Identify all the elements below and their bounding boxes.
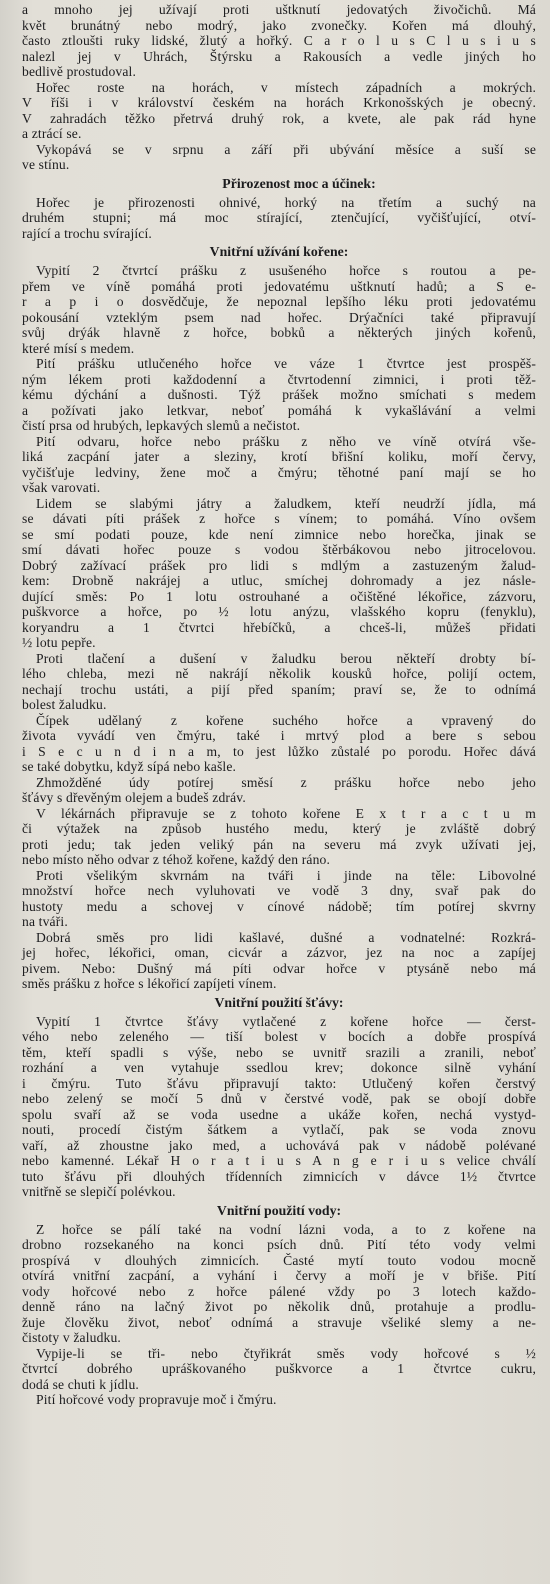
paragraph [22, 1014, 536, 1200]
text-line: množství hořce nech vyluhovati ve vodě 3 dny, svař pak do [22, 883, 536, 898]
text-line: V říši i v království českém na horách Krkonošských je obecný. [22, 95, 536, 110]
text-line: však varovati. [22, 480, 101, 495]
paragraph [22, 651, 536, 713]
text-line: a požívati jako letkvar, neboť pomáhá k vykašlávání a velmi [22, 402, 536, 418]
text-line: těm, kteří spadli s výše, nebo se uvnitř srazili a zranili, neboť [22, 1044, 536, 1060]
text-line: na tváři. [22, 914, 68, 929]
text-line: nebo kamenné. Lékař H o r a t i u s A n g e r i u s velice chválí [22, 1153, 536, 1168]
text-line: prospívá v dlouhých zimnicích. Časté mytí touto vodou mocně [22, 1252, 536, 1268]
text-line: spolu svaří až se voda usedne a ukáže kořen, nechá vystyd- [22, 1106, 536, 1122]
section-heading: Přirozenost moc a účinek: [222, 175, 376, 191]
text-line: přem ve víně pomáhá proti jedovatému uštknutí hadů; a S e- [22, 278, 536, 294]
paragraph [22, 806, 536, 868]
text-line: V lékárnách připravuje se z tohoto kořene E x t r a c t u m [36, 805, 536, 821]
text-line: tuto šťávu při dlouhých třídenních zimnicích v dávce 1½ čtvrtce [22, 1168, 536, 1184]
paragraph [22, 1392, 536, 1408]
text-line: pivem. Nebo: Dušný má píti odvar hořce v ptysáně nebo má [22, 960, 536, 976]
text-line: i S e c u n d i n a m, to jest lůžko zůstalé po porodu. Hořec dává [22, 743, 536, 759]
text-line: Hořec roste na horách, v místech západních a mokrých. [36, 79, 536, 95]
text-line: nechají trochu ustáti, a pijí před spaním; praví se, že to odnímá [22, 681, 536, 697]
text-line: puškvorce a hořce, po ½ lotu anýzu, vlašského kopru (fenyklu), [22, 604, 536, 619]
paragraph [22, 713, 536, 775]
section-heading: Vnitřní použití vody: [216, 1202, 342, 1218]
text-line: či výtažek na způsob hustého medu, který je zvláště dobrý [22, 821, 536, 836]
text-line: a ztrácí se. [22, 126, 82, 141]
text-line: Pití hořcové vody propravuje moč i čmýru. [36, 1392, 277, 1407]
text-line: Proti tlačení a dušení v žaludku berou někteří drobty bí- [36, 650, 536, 666]
paragraph [22, 195, 536, 242]
text-line: květ brunátný nebo modrý, jako zvonečky. Kořen má dlouhý, [22, 17, 536, 33]
text-line: které mísí s medem. [22, 340, 135, 356]
text-line: kem: Drobně nakrájej a utluc, smíchej dohromady a jez násle- [22, 573, 536, 588]
text-line: r a p i o dosvědčuje, že nepoznal lepšího léku proti jedovatému [22, 294, 536, 309]
paragraph [22, 263, 536, 356]
text-line: proti jedu; tak jeden veliký pán na severu má zvyk užívati jej, [22, 836, 536, 852]
text-line: smí dávati hořec pouze s vodou štěrbákovou nebo jitrocelovou. [22, 542, 536, 557]
text-line: žuje člověku život, neboť odnímá a stravuje všeliké slemy a ne- [22, 1314, 536, 1330]
text-line: nouti, procedí čistým šátkem a vytlačí, pak se voda znovu [22, 1122, 536, 1137]
text-line: hustoty medu a schovej v cínové nádobě; tím potírej skvrny [22, 898, 536, 914]
text-line: nebo místo něho odvar z téhož kořene, každý den ráno. [22, 852, 331, 867]
text-line: Čípek udělaný z kořene suchého hořce a vpravený do [36, 712, 536, 728]
text-line: nebo zelený se močí 5 dnů v čerstvé vodě, pak se obojí dobře [22, 1091, 536, 1106]
text-line: vého nebo zeleného — tiší bolest v bocích a dobře prospívá [22, 1029, 536, 1044]
text-line: nalezl jej v Uhrách, Štýrsku a Rakousích a vedle jiných ho [22, 48, 536, 64]
text-line: života vyvádí ven čmýru, také i mrtvý plod a bere s sebou [22, 728, 536, 743]
paragraph [22, 1346, 536, 1393]
text-line: dující směs: Po 1 lotu ostrouhané a očištěné lékořice, zázvoru, [22, 588, 536, 604]
text-line: denně ráno na lačný život po několik dnů, protahuje a prodlu- [22, 1299, 536, 1314]
text-line: rozhání a ven vytahuje ssedlou krev; dokonce silně vyhání [22, 1060, 536, 1075]
text-line: vnitřně se slepičí polévkou. [22, 1184, 176, 1199]
text-line: často ztloušti ruky lidské, žlutý a hořký. C a r o l u s C l u s i u s [22, 33, 536, 48]
text-line: Z hořce se pálí také na vodní lázni voda, a to z kořene na [36, 1221, 536, 1237]
text-line: bolest žaludku. [22, 697, 107, 712]
paragraph [22, 356, 536, 434]
paragraph [22, 80, 536, 142]
paragraph [22, 775, 536, 806]
text-line: čtvrtcí dobrého upráškovaného puškvorce a 1 čtvrtce cukru, [22, 1361, 536, 1376]
paragraph [22, 2, 536, 80]
section-heading: Vnitřní užívání kořene: [209, 244, 349, 259]
text-line: a mnoho jej užívají proti uštknutí jedovatých živočichů. Má [22, 2, 536, 17]
text-line: liká zacpání jater a sleziny, krotí břišní koliku, moří červy, [22, 449, 536, 464]
text-line: jej hořec, lékořici, oman, cicvár a zázvor, jez na noc a zapíjej [22, 945, 536, 960]
text-line: Vypití 1 čtvrtce šťávy vytlačené z kořene hořce — čerst- [36, 1013, 536, 1029]
paragraph [22, 1222, 536, 1346]
text-line: Pití odvaru, hořce nebo prášku z něho ve víně otvírá vše- [36, 433, 536, 449]
text-line: kému dýchání a dušnosti. Týž prášek možno smíchati s medem [22, 387, 536, 402]
text-line: vyčišťuje ledviny, žene moč a čmýru; těhotné paní mají se ho [22, 464, 536, 480]
text-line: Proti všelikým skvrnám na tváři i jinde na těle: Libovolné [36, 867, 536, 883]
text-line: vody hořcové nebo z hořce pálené vždy po 3 lotech každo- [22, 1283, 536, 1299]
text-line: směs prášku z hořce s lékořicí zapíjeti vínem. [22, 976, 277, 991]
text-line: ve stínu. [22, 157, 70, 172]
text-line: čistoty v žaludku. [22, 1330, 121, 1345]
text-line: bedlivě prostudoval. [22, 64, 136, 79]
text-line: Lidem se slabými játry a žaludkem, kteří neudrží jídla, má [36, 495, 536, 511]
text-line: drobno rozsekaného na konci psích dnů. Pití této vody velmi [22, 1237, 536, 1252]
text-line: pokousání vzteklým psem nad hořec. Drýačníci také připravují [22, 309, 536, 325]
paragraph [22, 142, 536, 173]
text-line: vaří, až zhoustne jako med, a uchovává pak v nádobě polévané [22, 1137, 536, 1153]
text-line: V zahradách těžko přetrvá druhý rok, a kvete, ale pak rád hyne [22, 110, 536, 126]
section-heading: Vnitřní použití šťávy: [214, 994, 344, 1010]
text-line: svůj drýák hlavně z hořce, bobků a některých jiných kořenů, [22, 325, 536, 340]
text-line: Hořec je přirozenosti ohnivé, horký na třetím a suchý na [36, 194, 536, 210]
text-line: šťávy s dřevěným olejem a budeš zdráv. [22, 790, 246, 805]
text-line: koryandru a 1 čtvrtci hřebíčků, a chceš-li, můžeš přidati [22, 619, 536, 635]
text-line: Dobrý zažívací prášek pro lidi s mdlým a zastuzeným žalud- [22, 557, 536, 573]
text-line: ½ lotu pepře. [22, 635, 96, 650]
text-line: Pití prášku utlučeného hořce ve váze 1 čtvrtce jest prospěš- [36, 356, 536, 371]
text-line: se dávati píti prášek z hořce s vínem; to pomáhá. Víno ovšem [22, 511, 536, 526]
text-line: rající a trochu svírající. [22, 225, 152, 241]
text-line: Dobrá směs pro lidi kašlavé, dušné a vodnatelné: Rozkrá- [36, 929, 536, 945]
text-line: čistí prsa od hrubých, lepkavých slemů a nečistot. [22, 418, 301, 433]
paragraph [22, 868, 536, 930]
text-line: se také dobytku, když sípá nebo kašle. [22, 759, 237, 774]
text-line: Vypije-li se tři- nebo čtyřikrát směs vody hořcové s ½ [36, 1345, 536, 1361]
text-line: dodá se chuti k jídlu. [22, 1376, 139, 1392]
text-line: Vypití 2 čtvrtcí prášku z usušeného hořce s routou a pe- [36, 263, 536, 278]
paragraph [22, 496, 536, 651]
text-line: Vykopává se v srpnu a září při ubývání měsíce a suší se [36, 141, 536, 157]
text-line: druhém stupni; má moc stírající, ztenčující, vyčišťující, otví- [22, 210, 536, 225]
text-line: ným lékem proti každodenní a čtvrtodenní zimnici, i proti těž- [22, 371, 536, 387]
paragraph [22, 434, 536, 496]
text-line: se smí podati pouze, kde není zimnice nebo horečka, jinak se [22, 526, 536, 542]
text-line: i čmýru. Tuto šťávu připravují takto: Utlučený kořen čerstvý [22, 1075, 536, 1091]
text-line: lého chleba, mezi ně nakrájí několik kousků hořce, polijí octem, [22, 666, 536, 681]
text-line: Zhmožděné údy potírej směsí z prášku hořce nebo jeho [36, 774, 536, 790]
paragraph [22, 930, 536, 992]
text-line: otvírá vnitřní zacpání, a vyhání i červy a moří je v břiše. Pití [22, 1268, 536, 1283]
